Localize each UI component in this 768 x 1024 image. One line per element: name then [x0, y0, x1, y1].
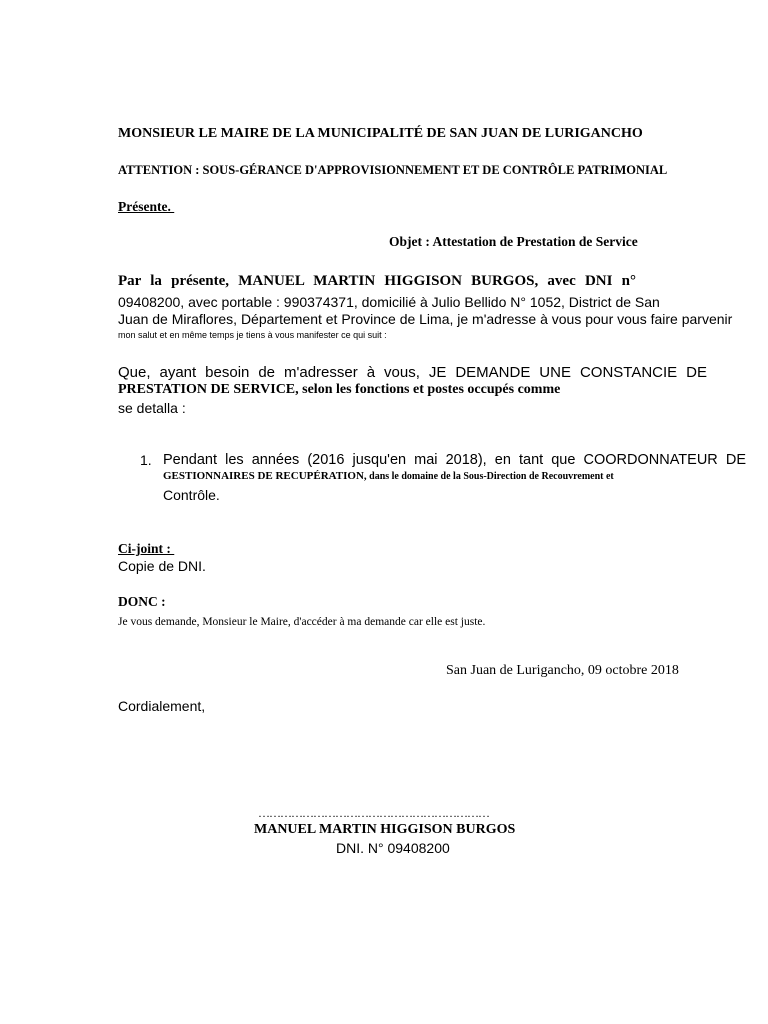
place-date: San Juan de Lurigancho, 09 octobre 2018 [446, 663, 679, 678]
intro-line-3: Juan de Miraflores, Département et Province de Lima, je m'adresse à vous pour vous faire parvenir [118, 311, 733, 327]
list-item-line-1: Pendant les années (2016 jusqu'en mai 2018), en tant que COORDONNATEUR DE [163, 452, 746, 468]
request-line-3: se detalla : [118, 400, 186, 416]
request-line-1: Que, ayant besoin de m'adresser à vous, JE DEMANDE UNE CONSTANCIE DE [118, 364, 707, 381]
list-item-bold-text: GESTIONNAIRES DE RECUPÉRATION, [163, 470, 367, 482]
intro-line-2: 09408200, avec portable : 990374371, domicilié à Julio Bellido N° 1052, District de San [118, 294, 660, 310]
request-rest-text: selon les fonctions et postes occupés comme [298, 382, 561, 397]
list-item-line-3: Contrôle. [163, 487, 220, 503]
closing: Cordialement, [118, 698, 206, 714]
attachment-text: Copie de DNI. [118, 558, 206, 574]
list-item-rest-text: dans le domaine de la Sous-Direction de Recouvrement et [366, 471, 614, 482]
donc-text: Je vous demande, Monsieur le Maire, d'accéder à ma demande car elle est juste. [118, 616, 486, 628]
request-bold-text: PRESTATION DE SERVICE, [118, 382, 299, 397]
intro-line-4: mon salut et en même temps je tiens à vous manifester ce qui suit : [118, 330, 387, 340]
list-item-line-2 [163, 470, 614, 482]
signatory-name: MANUEL MARTIN HIGGISON BURGOS [254, 822, 516, 837]
attachment-heading: Ci-joint : [118, 541, 175, 556]
attention-line: ATTENTION : SOUS-GÉRANCE D'APPROVISIONNEMENT ET DE CONTRÔLE PATRIMONIAL [118, 163, 668, 177]
signature-line: ……………………………………………………… [258, 806, 489, 820]
donc-heading: DONC : [118, 594, 166, 609]
presente: Présente. [118, 199, 175, 214]
addressee: MONSIEUR LE MAIRE DE LA MUNICIPALITÉ DE SAN JUAN DE LURIGANCHO [118, 126, 643, 141]
request-line-2 [118, 382, 560, 398]
signatory-dni: DNI. N° 09408200 [336, 840, 450, 856]
intro-line-1: Par la présente, MANUEL MARTIN HIGGISON BURGOS, avec DNI n° [118, 273, 636, 289]
subject-line: Objet : Attestation de Prestation de Service [389, 234, 638, 249]
list-item-number: 1. [140, 452, 152, 468]
